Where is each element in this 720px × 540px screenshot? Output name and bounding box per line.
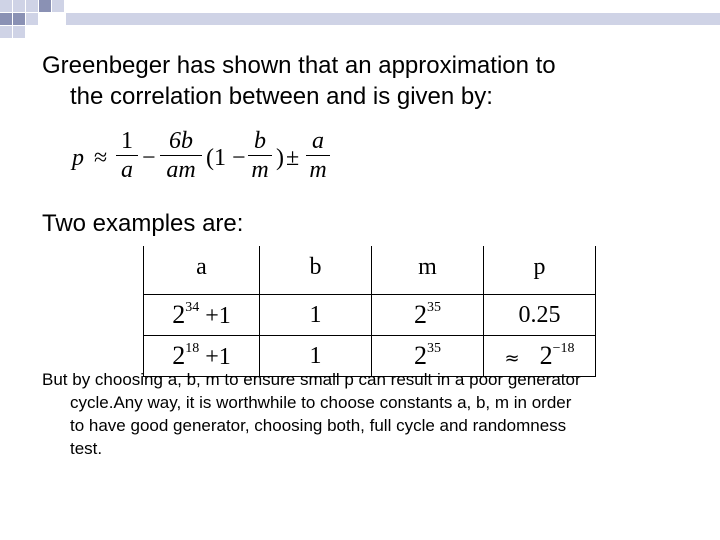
decor-square bbox=[39, 0, 51, 12]
header-p: p bbox=[484, 246, 596, 295]
decor-square bbox=[26, 0, 38, 12]
header-m: m bbox=[372, 246, 484, 295]
table-header-row bbox=[144, 246, 596, 295]
formula-approx: ≈ bbox=[94, 145, 108, 171]
formula-term-3: b m bbox=[248, 128, 272, 183]
table-row bbox=[144, 295, 596, 336]
conclusion-line-4: test. bbox=[70, 439, 103, 458]
formula-minus: − bbox=[142, 145, 156, 171]
header-rule bbox=[66, 13, 720, 25]
formula-paren-open: (1 − bbox=[206, 145, 246, 171]
examples-table bbox=[143, 246, 596, 377]
conclusion-line-1: But by choosing a, b, m to ensure small p can result in a poor generator bbox=[42, 370, 581, 389]
header-b: b bbox=[260, 246, 372, 295]
formula-term-4: a m bbox=[306, 128, 330, 183]
formula-plus-minus: ± bbox=[286, 145, 300, 171]
header-decoration bbox=[0, 0, 720, 40]
cell-m: $2^{35}$ bbox=[372, 336, 484, 377]
intro-line-1: Greenbeger has shown that an approximation to bbox=[42, 52, 556, 79]
formula-term-2: 6b am bbox=[160, 128, 202, 183]
cell-b: 1 bbox=[260, 295, 372, 336]
decor-square bbox=[0, 13, 12, 25]
cell-a: $2^{18} +1$ bbox=[144, 336, 260, 377]
examples-label: Two examples are: bbox=[42, 210, 244, 237]
approx-icon: ≈ bbox=[504, 348, 520, 369]
formula-p: p bbox=[72, 145, 84, 171]
decor-square bbox=[13, 13, 25, 25]
decor-square bbox=[0, 0, 12, 12]
decor-square bbox=[0, 26, 12, 38]
decor-square bbox=[13, 26, 25, 38]
conclusion-text bbox=[42, 368, 692, 460]
cell-p: ≈ $2^{-18}$ bbox=[484, 336, 596, 377]
conclusion-line-3: to have good generator, choosing both, full cycle and randomness bbox=[70, 416, 567, 435]
intro-line-2: the correlation between and is given by: bbox=[70, 83, 493, 110]
cell-a: $2^{34} +1$ bbox=[144, 295, 260, 336]
decor-square bbox=[26, 13, 38, 25]
header-a: a bbox=[144, 246, 260, 295]
cell-b: 1 bbox=[260, 336, 372, 377]
correlation-formula bbox=[72, 128, 342, 190]
decor-square bbox=[13, 0, 25, 12]
formula-paren-close: ) bbox=[276, 145, 284, 171]
conclusion-line-2: cycle.Any way, it is worthwhile to choose constants a, b, m in order bbox=[70, 393, 572, 412]
cell-p: 0.25 bbox=[484, 295, 596, 336]
decor-square bbox=[52, 0, 64, 12]
cell-m: $2^{35}$ bbox=[372, 295, 484, 336]
formula-term-1: 1 a bbox=[116, 128, 138, 183]
intro-text bbox=[42, 50, 682, 112]
